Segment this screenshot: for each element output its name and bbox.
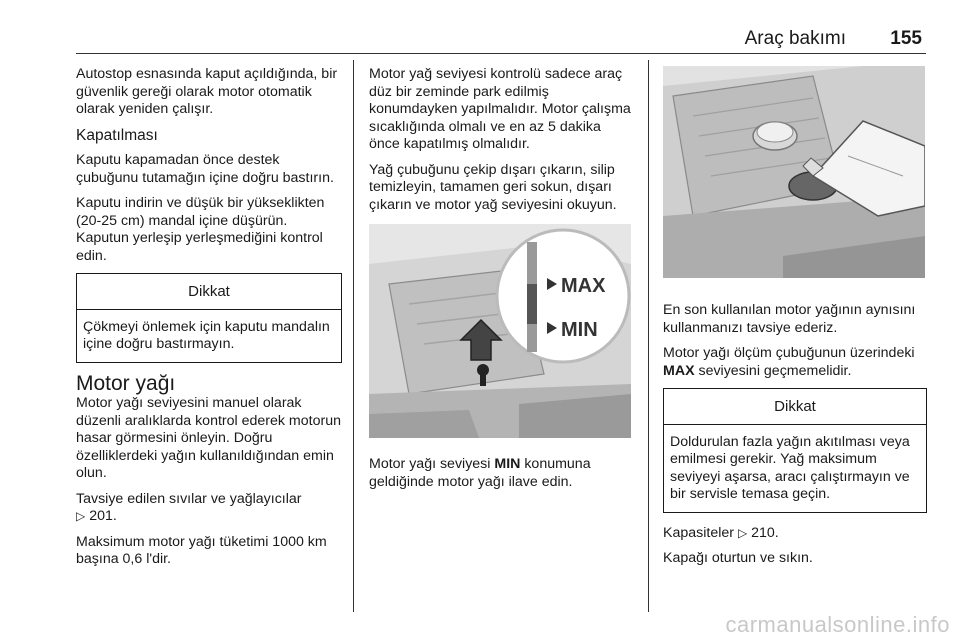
caution-text: Doldurulan fazla yağın akıtılması veya emilmesi gerekir. Yağ maksimum seviyeyi aşarsa, aracı çalıştırmayın ve bir servisle temasa geçin. xyxy=(670,433,910,502)
fluids-reference: Tavsiye edilen sıvılar ve yağlayıcılar ▷ 201. xyxy=(76,490,302,524)
page-ref-link[interactable]: 210. xyxy=(751,524,779,541)
page-ref-icon: ▷ xyxy=(737,525,748,540)
column-middle xyxy=(369,66,635,499)
caution-box xyxy=(663,388,927,513)
section-title: Araç bakımı xyxy=(744,28,846,49)
figure-caption: Motor yağı seviyesi MIN konumuna geldiğinde motor yağı ilave edin. xyxy=(369,456,591,490)
column-right xyxy=(663,66,927,576)
dipstick-magnifier xyxy=(497,230,629,362)
dipstick-procedure: Yağ çubuğunu çekip dışarı çıkarın, silip temizleyin, tamamen geri sokun, dışarı çıkarın ve motor yağ seviyesini okuyun. xyxy=(369,161,617,213)
closing-step-2: Kaputu indirin ve düşük bir yükseklikten (20-25 cm) mandal içine düşürün. Kaputun yerleşip yerleşmediğini kontrol edin. xyxy=(76,195,325,264)
oil-recommendation: En son kullanılan motor yağının aynısını kullanmanızı tavsiye ederiz. xyxy=(663,302,916,336)
closing-heading: Kapatılması xyxy=(76,126,158,144)
close-cap-step: Kapağı oturtun ve sıkın. xyxy=(663,550,813,566)
max-level-warning: Motor yağı ölçüm çubuğunun üzerindeki MAX seviyesini geçmemelidir. xyxy=(663,345,915,379)
max-mark-label: MAX xyxy=(561,275,606,297)
caution-title: Dikkat xyxy=(664,389,926,425)
column-left xyxy=(76,66,342,577)
caution-title: Dikkat xyxy=(77,274,341,310)
page-ref-icon: ▷ xyxy=(76,509,86,523)
caution-box xyxy=(76,273,342,363)
engine-oil-heading: Motor yağı xyxy=(76,371,176,395)
oil-consumption: Maksimum motor yağı tüketimi 1000 km başına 0,6 l'dir. xyxy=(76,533,327,567)
capacities-reference: Kapasiteler ▷ 210. xyxy=(663,524,779,541)
page-ref-link[interactable]: 201. xyxy=(89,508,117,524)
page-number: 155 xyxy=(890,28,922,49)
header-rule xyxy=(76,53,926,54)
caution-text: Çökmeyi önlemek için kaputu mandalın içine doğru bastırmayın. xyxy=(83,318,330,352)
column-divider xyxy=(648,60,649,612)
min-mark-label: MIN xyxy=(561,319,598,341)
oil-intro: Motor yağı seviyesini manuel olarak düzenli aralıklarda kontrol ederek motorun hasar görmesini önleyin. Doğru özelliklerdeki yağın kullanıldığından emin olun. xyxy=(76,395,341,481)
check-conditions: Motor yağ seviyesi kontrolü sadece araç düz bir zeminde park edilmiş konumdayken yapılmalıdır. Motor çalışma sıcaklığında olmalı ve en az 5 dakika önce kapatılmış olmalıdır. xyxy=(369,66,631,152)
dipstick-figure xyxy=(369,224,631,438)
site-watermark: carmanualsonline.info xyxy=(725,612,950,637)
oil-filler-figure xyxy=(663,66,925,278)
column-divider xyxy=(353,60,354,612)
closing-step-1: Kaputu kapamadan önce destek çubuğunu tutamağın içine doğru bastırın. xyxy=(76,152,334,186)
page-header xyxy=(76,24,926,54)
autostop-note: Autostop esnasında kaput açıldığında, bir güvenlik gereği olarak motor otomatik olarak yeniden çalışır. xyxy=(76,66,338,117)
